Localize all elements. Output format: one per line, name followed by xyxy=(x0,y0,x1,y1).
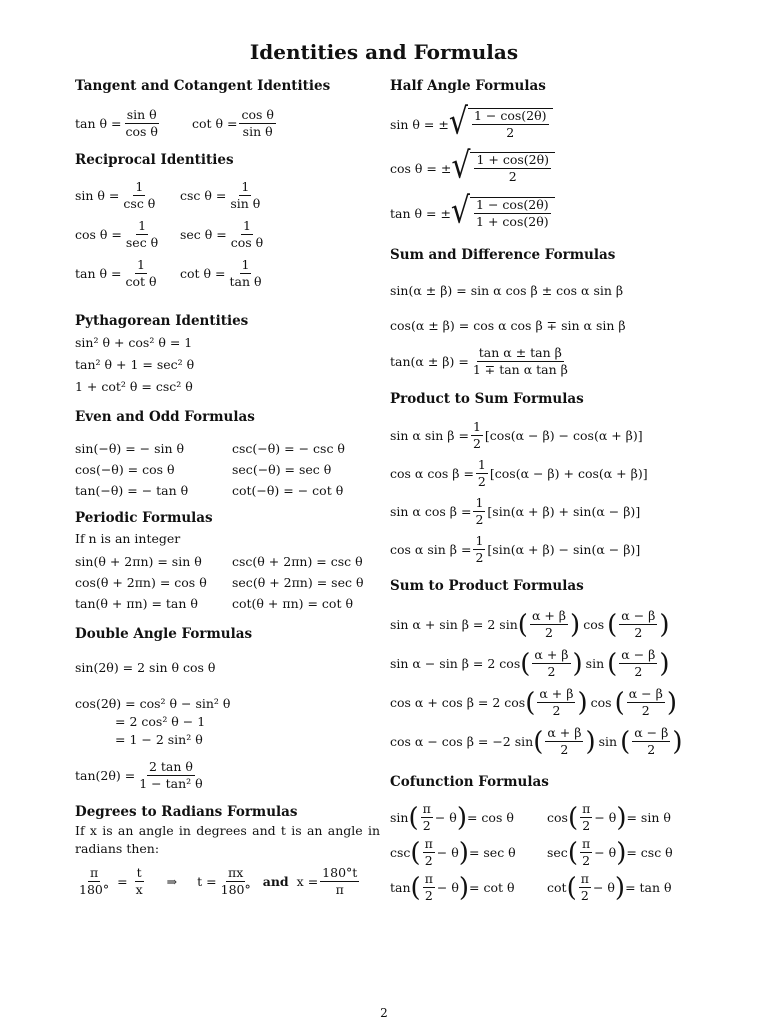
double-angle-heading: Double Angle Formulas xyxy=(75,626,253,642)
left-paren-icon: ( xyxy=(525,687,536,718)
double-tan-fraction xyxy=(137,760,204,791)
pi-over-2-den: 2 xyxy=(422,818,431,833)
pi-over-2-num: π xyxy=(422,801,431,816)
pi-over-2-num: π xyxy=(424,836,433,851)
cot-lhs: cot θ = xyxy=(191,116,238,131)
cofunction-fn: sec xyxy=(547,845,568,860)
pythagorean-heading: Pythagorean Identities xyxy=(75,313,249,329)
sum-product-mid: sin xyxy=(585,656,605,671)
one-half-fraction xyxy=(473,534,485,565)
sum-product-row xyxy=(390,687,677,718)
product-row xyxy=(390,420,643,451)
one-half-num: 1 xyxy=(475,495,484,510)
left-paren-icon: ( xyxy=(533,726,544,757)
double-tan-den: 1 − tan² θ xyxy=(139,776,203,791)
implies-arrow-icon: ⇒ xyxy=(166,874,178,889)
right-paren-icon: ) xyxy=(616,837,627,868)
pythagorean-line: tan² θ + 1 = sec² θ xyxy=(75,357,195,372)
pi-over-180-num: π xyxy=(89,865,99,880)
double-cos-2: = 2 cos² θ − 1 xyxy=(115,714,206,729)
alpha-minus-beta-num: α − β xyxy=(621,647,656,662)
reciprocal-row xyxy=(75,180,159,211)
pi-over-2-den: 2 xyxy=(580,888,589,903)
even-odd-b: sec(−θ) = sec θ xyxy=(232,462,332,477)
sum-product-lhs: sin α + sin β = 2 sin xyxy=(390,617,518,632)
sum-diff-cos: cos(α ± β) = cos α cos β ∓ sin α sin β xyxy=(390,318,626,333)
double-cos-1: cos(2θ) = cos² θ − sin² θ xyxy=(75,696,231,711)
double-tan-row xyxy=(75,760,207,791)
minus-theta: − θ xyxy=(594,810,617,825)
cofunction-rhs: = csc θ xyxy=(626,845,673,860)
sum-diff-tan-den: 1 ∓ tan α tan β xyxy=(472,362,568,377)
t-over-x-num: t xyxy=(136,865,142,880)
half-den: 2 xyxy=(506,125,515,140)
reciprocal-a-lhs: sin θ = xyxy=(75,188,120,203)
alpha-minus-beta-num: α − β xyxy=(634,725,669,740)
radical-sign-icon: √ xyxy=(451,145,471,188)
reciprocal-row xyxy=(75,258,161,289)
minus-theta: − θ xyxy=(594,845,617,860)
sum-diff-tan-num: tan α ± tan β xyxy=(478,345,562,360)
cofunction-fn: cot xyxy=(547,880,567,895)
cofunction-rhs: = cos θ xyxy=(466,810,514,825)
cofunction-item xyxy=(547,802,671,833)
right-paren-icon: ) xyxy=(570,609,581,640)
reciprocal-a-den: sec θ xyxy=(125,235,159,250)
square-root xyxy=(451,145,555,188)
degrees-text: If x is an angle in degrees and t is an angle in radians then: xyxy=(75,823,380,856)
180t-over-pi-num: 180°t xyxy=(322,865,358,880)
reciprocal-row xyxy=(180,180,264,211)
left-paren-icon: ( xyxy=(408,802,419,833)
left-paren-icon: ( xyxy=(567,837,578,868)
pi-over-2-den: 2 xyxy=(424,853,433,868)
cofunction-fn: tan xyxy=(390,880,411,895)
cofunction-item xyxy=(390,802,514,833)
half-num: 1 − cos(2θ) xyxy=(476,197,549,212)
pi-over-2-num: π xyxy=(581,836,591,851)
reciprocal-b-fraction xyxy=(228,180,262,211)
periodic-a: sin(θ + 2πn) = sin θ xyxy=(75,554,202,569)
tan-den: cos θ xyxy=(125,124,158,139)
double-tan-num: 2 tan θ xyxy=(148,759,193,774)
alpha-plus-beta-num: α + β xyxy=(534,647,569,662)
sum-product-mid: sin xyxy=(598,734,618,749)
pi-over-2-den: 2 xyxy=(582,818,591,833)
right-paren-icon: ) xyxy=(659,609,670,640)
reciprocal-a-num: 1 xyxy=(135,179,144,194)
reciprocal-a-lhs: cos θ = xyxy=(75,227,122,242)
radical-sign-icon: √ xyxy=(450,190,471,233)
left-paren-icon: ( xyxy=(520,648,531,679)
pi-over-2-den: 2 xyxy=(424,888,433,903)
sum-product-lhs: sin α − sin β = 2 cos xyxy=(390,656,521,671)
sum-product-row xyxy=(390,609,670,640)
half-angle-row xyxy=(390,101,553,144)
cofunction-item xyxy=(390,837,516,868)
product-lhs: cos α cos β = xyxy=(390,466,474,481)
reciprocal-b-num: 1 xyxy=(243,218,251,233)
left-paren-icon: ( xyxy=(566,872,577,903)
pix-over-180-num: πx xyxy=(228,865,244,880)
reciprocal-row xyxy=(180,219,267,250)
pi-over-2-num: π xyxy=(582,801,591,816)
one-half-den: 2 xyxy=(475,550,484,565)
alpha-minus-beta-num: α − β xyxy=(621,608,656,623)
alpha-minus-beta-num: α − β xyxy=(628,686,663,701)
cofunction-item xyxy=(547,837,673,868)
alpha-plus-beta-den: 2 xyxy=(545,625,553,640)
alpha-minus-beta-fraction xyxy=(632,726,670,757)
left-paren-icon: ( xyxy=(614,687,625,718)
reciprocal-b-lhs: sec θ = xyxy=(180,227,227,242)
page-number: 2 xyxy=(380,1006,388,1020)
periodic-intro: If n is an integer xyxy=(75,531,181,546)
sum-product-row xyxy=(390,726,682,757)
degrees-formula-row xyxy=(75,866,361,897)
radical-sign-icon: √ xyxy=(448,101,468,144)
square-root xyxy=(450,190,555,233)
pi-over-2-num: π xyxy=(580,871,589,886)
alpha-plus-beta-fraction xyxy=(530,609,568,640)
tan-lhs: tan θ = xyxy=(75,116,122,131)
cofunction-rhs: = sec θ xyxy=(468,845,516,860)
t-lhs: t = xyxy=(197,874,217,889)
right-paren-icon: ) xyxy=(585,726,596,757)
half-angle-row xyxy=(390,145,555,188)
sum-diff-tan-row xyxy=(390,346,572,377)
alpha-plus-beta-num: α + β xyxy=(547,725,582,740)
cofunction-fn: sin xyxy=(390,810,409,825)
alpha-plus-beta-den: 2 xyxy=(547,664,556,679)
half-fraction xyxy=(474,198,551,229)
one-half-den: 2 xyxy=(477,474,486,489)
radicand xyxy=(470,197,555,229)
pythagorean-line: 1 + cot² θ = csc² θ xyxy=(75,379,193,394)
alpha-minus-beta-fraction xyxy=(619,609,657,640)
right-paren-icon: ) xyxy=(614,872,626,903)
left-paren-icon: ( xyxy=(517,609,528,640)
half-lhs: cos θ = ± xyxy=(390,160,452,176)
alpha-minus-beta-den: 2 xyxy=(634,664,643,679)
reciprocal-b-num: 1 xyxy=(241,257,250,272)
double-sin: sin(2θ) = 2 sin θ cos θ xyxy=(75,660,216,675)
product-row xyxy=(390,496,640,527)
alpha-minus-beta-den: 2 xyxy=(647,742,656,757)
reciprocal-b-fraction xyxy=(229,219,265,250)
reciprocal-a-num: 1 xyxy=(137,257,145,272)
right-paren-icon: ) xyxy=(666,687,677,718)
reciprocal-b-den: tan θ xyxy=(229,274,262,289)
pi-over-2-fraction xyxy=(421,802,433,833)
reciprocal-b-lhs: csc θ = xyxy=(180,188,227,203)
reciprocal-b-lhs: cot θ = xyxy=(180,266,226,281)
reciprocal-a-fraction xyxy=(124,219,160,250)
periodic-a: tan(θ + πn) = tan θ xyxy=(75,596,198,611)
even-odd-b: cot(−θ) = − cot θ xyxy=(232,483,344,498)
pix-over-180-fraction xyxy=(219,866,253,897)
tan-num: sin θ xyxy=(126,107,157,122)
left-paren-icon: ( xyxy=(607,609,618,640)
periodic-b: csc(θ + 2πn) = csc θ xyxy=(232,554,363,569)
half-num: 1 − cos(2θ) xyxy=(473,108,547,123)
pix-over-180-den: 180° xyxy=(220,882,251,897)
product-row xyxy=(390,458,648,489)
right-paren-icon: ) xyxy=(577,687,588,718)
alpha-minus-beta-den: 2 xyxy=(634,625,643,640)
right-paren-icon: ) xyxy=(456,802,467,833)
left-paren-icon: ( xyxy=(607,648,618,679)
sum-product-row xyxy=(390,648,670,679)
pythagorean-line: sin² θ + cos² θ = 1 xyxy=(75,335,193,350)
product-to-sum-heading: Product to Sum Formulas xyxy=(390,391,584,407)
reciprocal-a-num: 1 xyxy=(138,218,147,233)
cofunction-fn: csc xyxy=(390,845,411,860)
pi-over-2-fraction xyxy=(580,802,592,833)
minus-theta: − θ xyxy=(434,810,457,825)
pi-over-2-fraction xyxy=(423,837,435,868)
radicand xyxy=(470,152,555,184)
product-lhs: sin α cos β = xyxy=(390,504,472,519)
one-half-num: 1 xyxy=(472,419,481,434)
reciprocal-a-fraction xyxy=(123,258,158,289)
reciprocal-row xyxy=(180,258,266,289)
minus-theta: − θ xyxy=(436,845,459,860)
left-paren-icon: ( xyxy=(410,837,421,868)
product-rhs: [cos(α − β) + cos(α + β)] xyxy=(489,466,648,481)
reciprocal-row xyxy=(75,219,162,250)
minus-theta: − θ xyxy=(436,880,459,895)
cofunction-item xyxy=(390,872,515,903)
sum-product-mid: cos xyxy=(583,617,605,632)
product-rhs: [sin(α + β) + sin(α − β)] xyxy=(487,504,641,519)
equals: = xyxy=(117,874,128,889)
half-lhs: sin θ = ± xyxy=(390,116,449,132)
double-cos-3: = 1 − 2 sin² θ xyxy=(115,732,203,747)
tan-fraction xyxy=(123,108,159,139)
one-half-fraction xyxy=(473,496,485,527)
sum-diff-tan-fraction xyxy=(471,346,570,377)
one-half-fraction xyxy=(476,458,488,489)
alpha-plus-beta-fraction xyxy=(532,648,570,679)
and-text: and xyxy=(262,874,289,889)
alpha-plus-beta-den: 2 xyxy=(560,742,569,757)
cot-num: cos θ xyxy=(241,107,274,122)
reciprocal-b-num: 1 xyxy=(241,179,250,194)
product-rhs: [cos(α − β) − cos(α + β)] xyxy=(484,428,643,443)
right-paren-icon: ) xyxy=(659,648,670,679)
t-over-x-fraction xyxy=(134,866,145,897)
alpha-minus-beta-fraction xyxy=(619,648,657,679)
degrees-heading: Degrees to Radians Formulas xyxy=(75,804,298,820)
sum-to-product-heading: Sum to Product Formulas xyxy=(390,578,584,594)
product-lhs: cos α sin β = xyxy=(390,542,472,557)
right-paren-icon: ) xyxy=(672,726,683,757)
180t-over-pi-den: π xyxy=(335,882,344,897)
even-odd-a: tan(−θ) = − tan θ xyxy=(75,483,189,498)
half-lhs: tan θ = ± xyxy=(390,205,451,221)
sum-diff-sin: sin(α ± β) = sin α cos β ± cos α sin β xyxy=(390,283,624,298)
sum-diff-tan-lhs: tan(α ± β) = xyxy=(390,354,469,369)
reciprocal-heading: Reciprocal Identities xyxy=(75,152,234,168)
one-half-den: 2 xyxy=(475,512,484,527)
half-fraction xyxy=(472,109,549,140)
left-paren-icon: ( xyxy=(410,872,421,903)
left-paren-icon: ( xyxy=(620,726,631,757)
periodic-heading: Periodic Formulas xyxy=(75,510,213,526)
cofunction-fn: cos xyxy=(547,810,568,825)
reciprocal-a-den: cot θ xyxy=(125,274,157,289)
alpha-plus-beta-fraction xyxy=(545,726,583,757)
cot-fraction xyxy=(239,108,275,139)
right-paren-icon: ) xyxy=(458,872,470,903)
reciprocal-a-den: csc θ xyxy=(123,196,156,211)
right-paren-icon: ) xyxy=(616,802,627,833)
180t-over-pi-fraction xyxy=(320,866,359,897)
one-half-den: 2 xyxy=(472,436,481,451)
sum-difference-heading: Sum and Difference Formulas xyxy=(390,247,616,263)
cot-den: sin θ xyxy=(242,124,273,139)
cofunction-rhs: = cot θ xyxy=(469,880,515,895)
alpha-minus-beta-den: 2 xyxy=(641,703,650,718)
reciprocal-a-fraction xyxy=(121,180,157,211)
even-odd-a: cos(−θ) = cos θ xyxy=(75,462,175,477)
alpha-minus-beta-fraction xyxy=(627,687,665,718)
periodic-a: cos(θ + 2πn) = cos θ xyxy=(75,575,207,590)
cofunction-rhs: = tan θ xyxy=(625,880,672,895)
x-lhs: x = xyxy=(296,874,319,889)
one-half-num: 1 xyxy=(475,533,484,548)
sum-product-lhs: cos α − cos β = −2 sin xyxy=(390,734,534,749)
even-odd-a: sin(−θ) = − sin θ xyxy=(75,441,185,456)
periodic-b: sec(θ + 2πn) = sec θ xyxy=(232,575,364,590)
t-over-x-den: x xyxy=(135,882,143,897)
product-lhs: sin α sin β = xyxy=(390,428,469,443)
half-fraction xyxy=(474,153,551,184)
tangent-heading: Tangent and Cotangent Identities xyxy=(75,78,331,94)
half-den: 2 xyxy=(508,169,517,184)
pi-over-2-fraction xyxy=(580,837,592,868)
cofunction-rhs: = sin θ xyxy=(626,810,671,825)
radicand xyxy=(468,108,553,140)
cofunction-item xyxy=(547,872,672,903)
half-angle-heading: Half Angle Formulas xyxy=(390,78,546,94)
product-row xyxy=(390,534,640,565)
alpha-plus-beta-den: 2 xyxy=(552,703,561,718)
periodic-b: cot(θ + πn) = cot θ xyxy=(232,596,353,611)
half-angle-row xyxy=(390,190,555,233)
pi-over-180-den: 180° xyxy=(79,882,110,897)
one-half-fraction xyxy=(471,420,483,451)
alpha-plus-beta-fraction xyxy=(537,687,575,718)
reciprocal-b-den: sin θ xyxy=(230,196,261,211)
square-root xyxy=(448,101,553,144)
reciprocal-b-fraction xyxy=(228,258,264,289)
reciprocal-b-den: cos θ xyxy=(230,235,264,250)
sum-product-mid: cos xyxy=(590,695,612,710)
alpha-plus-beta-num: α + β xyxy=(539,686,574,701)
reciprocal-a-lhs: tan θ = xyxy=(75,266,122,281)
half-den: 1 + cos(2θ) xyxy=(476,214,549,229)
right-paren-icon: ) xyxy=(572,648,583,679)
half-num: 1 + cos(2θ) xyxy=(476,152,550,167)
alpha-plus-beta-num: α + β xyxy=(531,608,567,623)
pi-over-2-num: π xyxy=(424,871,433,886)
right-paren-icon: ) xyxy=(458,837,469,868)
pi-over-2-fraction xyxy=(579,872,591,903)
minus-theta: − θ xyxy=(592,880,615,895)
even-odd-b: csc(−θ) = − csc θ xyxy=(232,441,345,456)
even-odd-heading: Even and Odd Formulas xyxy=(75,409,255,425)
pi-over-2-den: 2 xyxy=(582,853,591,868)
sum-product-lhs: cos α + cos β = 2 cos xyxy=(390,695,526,710)
pi-over-2-fraction xyxy=(423,872,435,903)
product-rhs: [sin(α + β) − sin(α − β)] xyxy=(487,542,641,557)
tangent-cotangent-row xyxy=(75,108,278,139)
pi-over-180-fraction xyxy=(77,866,111,897)
page-title: Identities and Formulas xyxy=(249,40,519,64)
one-half-num: 1 xyxy=(477,457,486,472)
cofunction-heading: Cofunction Formulas xyxy=(390,774,549,790)
double-tan-lhs: tan(2θ) = xyxy=(75,768,136,783)
left-paren-icon: ( xyxy=(567,802,579,833)
